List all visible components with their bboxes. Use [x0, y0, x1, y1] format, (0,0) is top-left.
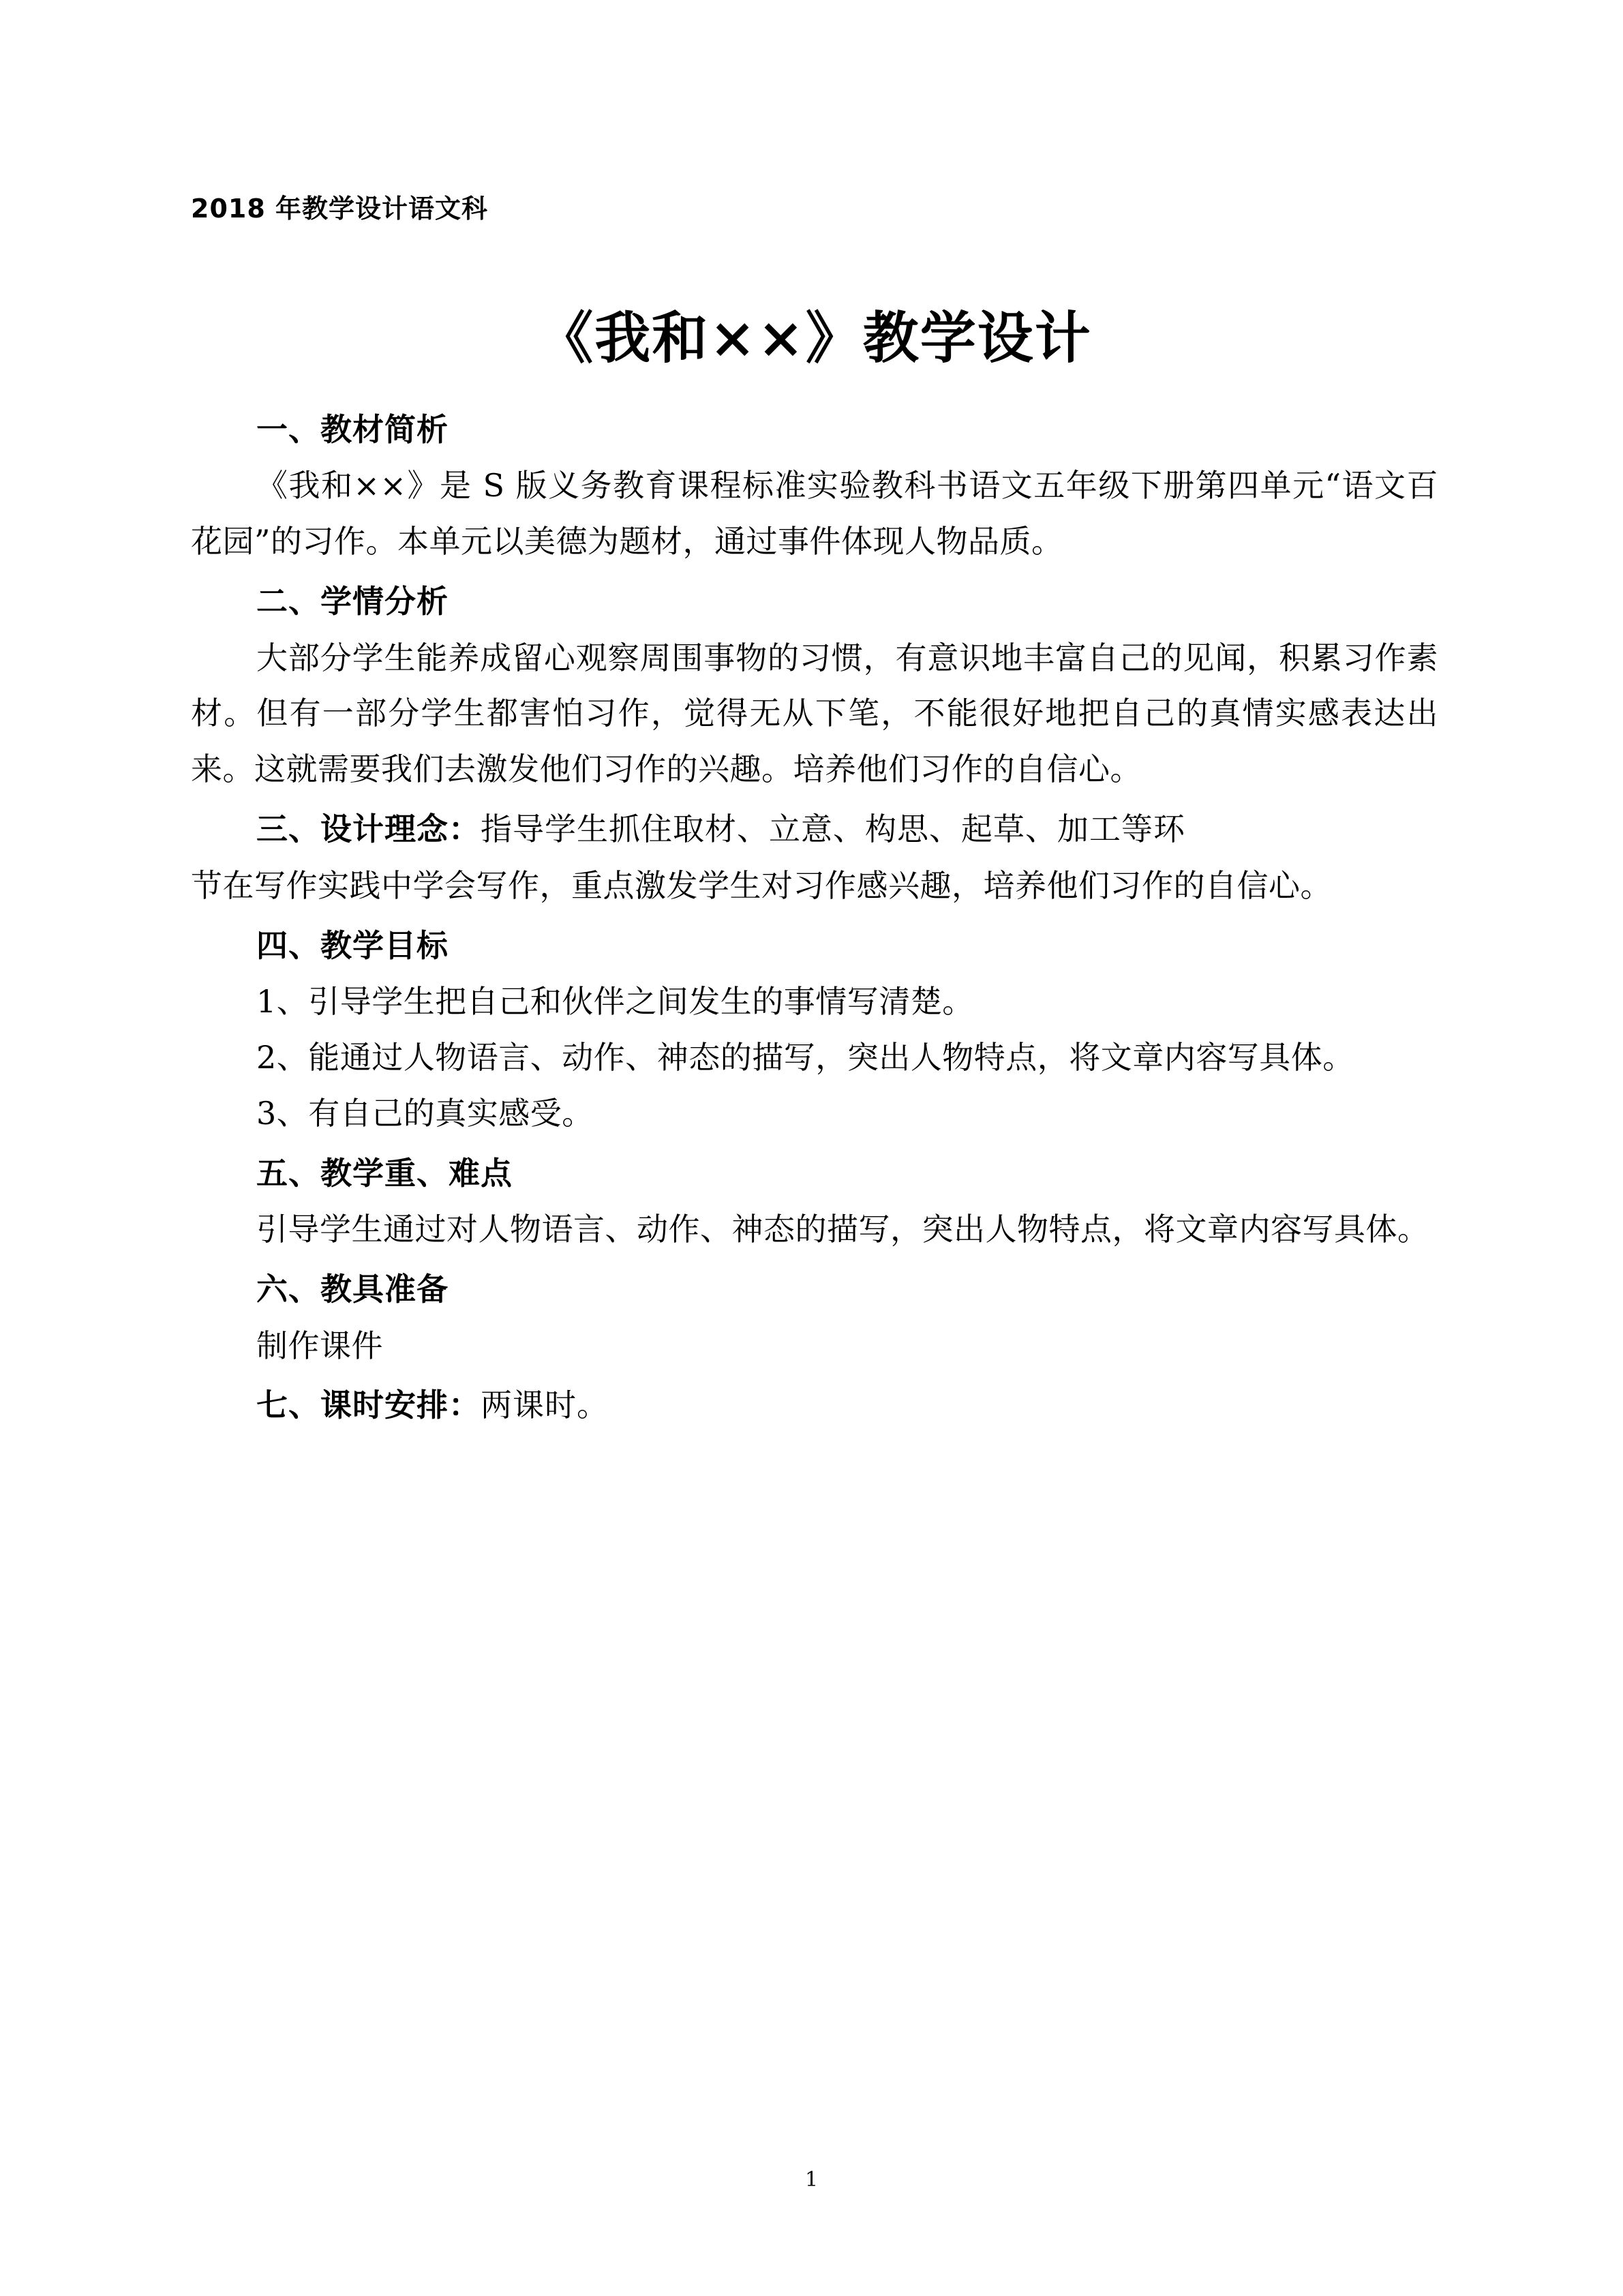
section-1-paragraph-1: 《我和××》是 S 版义务教育课程标准实验教科书语文五年级下册第四单元“语文百花园”的习作。本单元以美德为题材，通过事件体现人物品质。 — [191, 467, 1438, 560]
section-4-paragraph-1: 1、引导学生把自己和伙伴之间发生的事情写清楚。 — [256, 983, 974, 1021]
section-heading-6: 六、教具准备 — [256, 1271, 449, 1308]
section-7-heading-label: 七、课时安排： — [256, 1387, 481, 1424]
page-title: 《我和××》教学设计 — [537, 305, 1092, 372]
section-heading-4: 四、教学目标 — [256, 926, 449, 964]
section-heading-1: 一、教材简析 — [256, 410, 449, 448]
section-heading-2: 二、学情分析 — [256, 583, 449, 620]
section-4-paragraph-3: 3、有自己的真实感受。 — [256, 1094, 594, 1132]
section-heading-3 — [191, 802, 1438, 857]
document-header: 2018 年教学设计语文科 — [191, 194, 488, 224]
section-heading-5: 五、教学重、难点 — [256, 1154, 513, 1192]
section-3-heading-tail: 指导学生抓住取材、立意、构思、起草、加工等环 — [481, 811, 1185, 848]
section-heading-7 — [191, 1378, 1438, 1433]
section-6-paragraph-1: 制作课件 — [256, 1327, 383, 1364]
section-3-heading-label: 三、设计理念： — [256, 811, 481, 848]
page-number: 1 — [804, 2168, 819, 2192]
section-7-heading-tail: 两课时。 — [481, 1387, 609, 1424]
section-5-paragraph-1: 引导学生通过对人物语言、动作、神态的描写，突出人物特点，将文章内容写具体。 — [256, 1211, 1429, 1248]
section-3-paragraph-1: 节在写作实践中学会写作，重点激发学生对习作感兴趣，培养他们习作的自信心。 — [191, 866, 1332, 904]
page-content — [191, 0, 1438, 1434]
section-4-paragraph-2: 2、能通过人物语言、动作、神态的描写，突出人物特点，将文章内容写具体。 — [256, 1038, 1354, 1076]
section-2-paragraph-1: 大部分学生能养成留心观察周围事物的习惯，有意识地丰富自己的见闻，积累习作素材。但有一部分学生都害怕习作，觉得无从下笔，不能很好地把自己的真情实感表达出来。这就需要我们去激发他们习作的兴趣。培养他们习作的自信心。 — [191, 639, 1438, 788]
